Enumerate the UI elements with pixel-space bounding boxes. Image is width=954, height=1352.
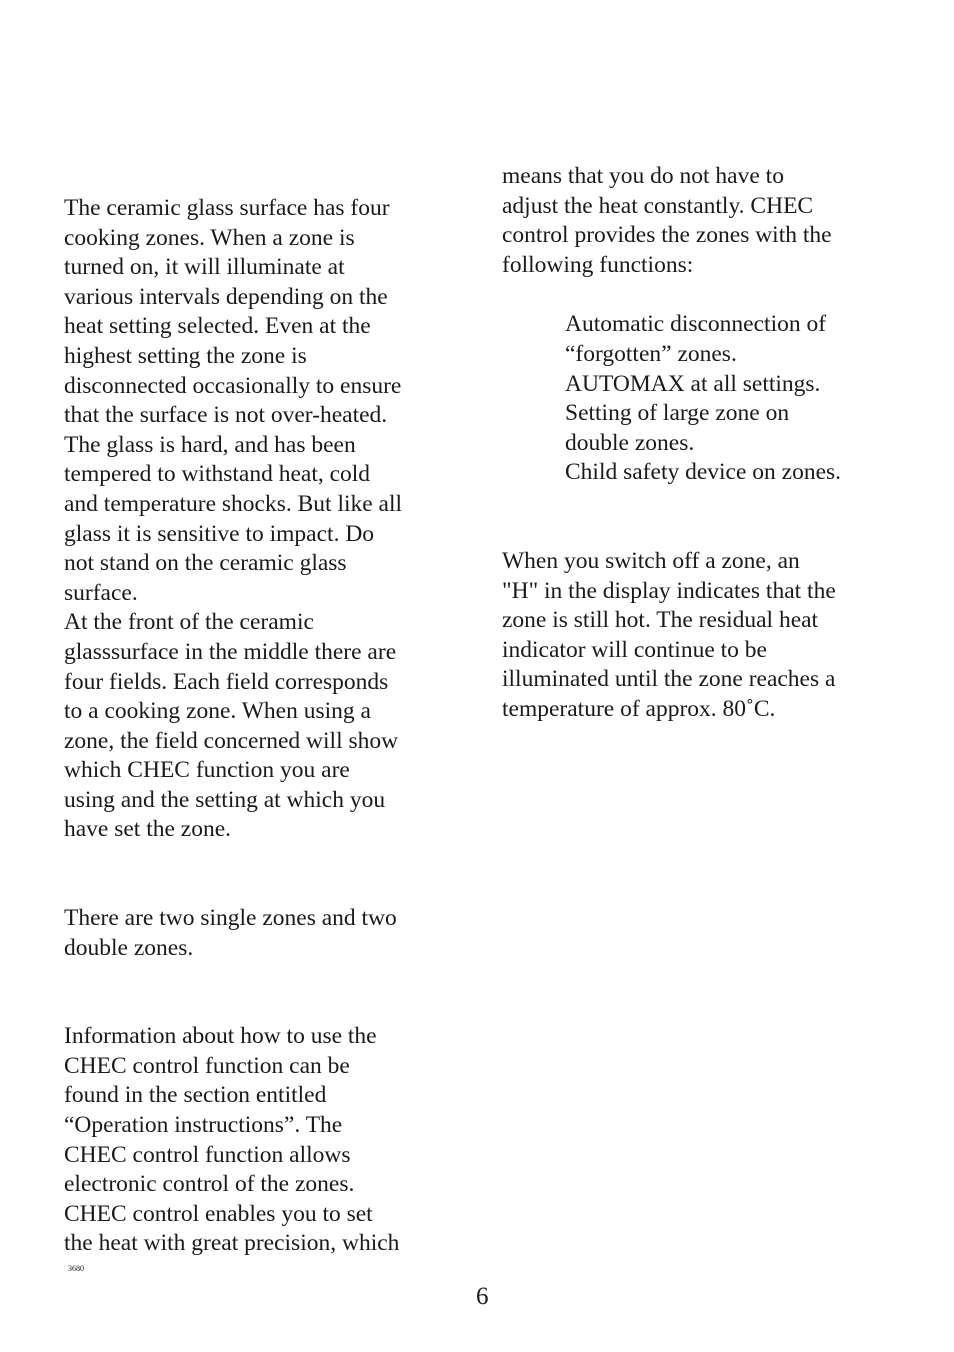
list-item: Child safety device on zones. bbox=[565, 459, 842, 486]
left-column bbox=[64, 194, 444, 1259]
paragraph-chec-continued: means that you do not have to adjust the heat constantly. CHEC control provides the zones with the following functions: bbox=[502, 163, 832, 278]
paragraph-ceramic-surface: The ceramic glass surface has four cooking zones. When a zone is turned on, it will illuminate at various intervals depending on the heat setting selected. Even at the highest setting the zone is disconnected occasionally to ensure that the surface is not over-heated. The glass is hard, and has been tempered to withstand heat, cold and temperature shocks. But like all glass it is sensitive to impact. Do not stand on the ceramic glass surface. bbox=[64, 195, 403, 606]
list-item: AUTOMAX at all settings. bbox=[565, 370, 821, 397]
page-number: 6 bbox=[476, 1283, 489, 1310]
paragraph-residual-heat: When you switch off a zone, an "H" in the display indicates that the zone is still hot. The residual heat indicator will continue to be illuminated until the zone reaches a temperature of approx. 80˚C. bbox=[502, 547, 836, 722]
paragraph-display-fields: At the front of the ceramic glasssurface in the middle there are four fields. Each field corresponds to a cooking zone. When using a zone, the field concerned will show which CHEC function you are using and the setting at which you have set the zone. bbox=[64, 609, 399, 843]
function-list bbox=[565, 310, 882, 488]
list-item: Setting of large zone on double zones. bbox=[565, 400, 790, 456]
right-column bbox=[502, 162, 882, 725]
paragraph-zone-types: There are two single zones and two double zones. bbox=[64, 905, 397, 961]
list-item: Automatic disconnection of “forgotten” zones. bbox=[565, 311, 827, 367]
file-reference: 3680 bbox=[68, 1264, 84, 1273]
paragraph-chec-control: Information about how to use the CHEC control function can be found in the section entitled “Operation instructions”. The CHEC control function allows electronic control of the zones. CHEC control enables you to set the heat with great precision, which bbox=[64, 1023, 400, 1257]
